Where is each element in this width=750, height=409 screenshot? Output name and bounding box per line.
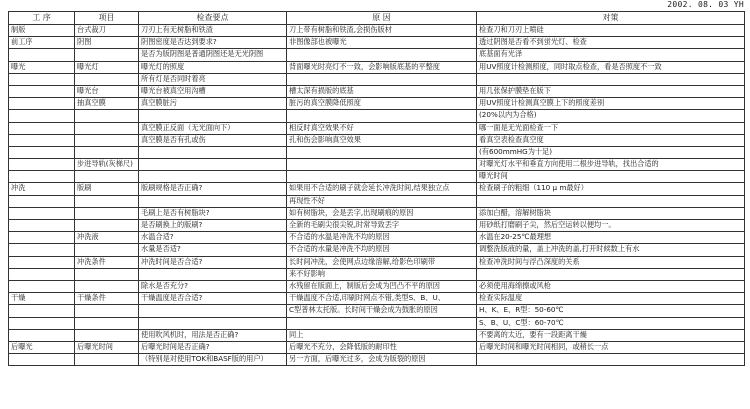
cell-check: 真空膜正反面（无光面向下） [139,122,287,134]
cell-measure: 用几张保护膜垫在版下 [477,85,745,97]
cell-check: 真空膜是否有孔或伤 [139,134,287,146]
table-row [9,73,745,85]
cell-cause: 干燥温度不合适,印刷时网点不错,类型S、B、U、 [287,293,477,305]
table-row [9,256,745,268]
table-row [9,305,745,317]
cell-measure: 看真空表检查真空度 [477,134,745,146]
cell-item: 阴图 [75,37,139,49]
cell-check [139,305,287,317]
cell-cause: 后曝光不充分，会降低版的耐印性 [287,341,477,353]
header-measure: 对策 [477,12,745,25]
cell-check: 除水是否充分? [139,280,287,292]
cell-check [139,195,287,207]
cell-process [9,110,75,122]
cell-check: 后曝光时间是否正确? [139,341,287,353]
cell-measure: 水温在20-25℃最理想 [477,232,745,244]
cell-process [9,244,75,256]
cell-cause: 孔和伤会影响真空效果 [287,134,477,146]
cell-process [9,122,75,134]
cell-item [75,110,139,122]
cell-cause: 同上 [287,329,477,341]
cell-check: 干燥温度是否合适? [139,293,287,305]
cell-item [75,207,139,219]
cell-item: 冲洗液 [75,232,139,244]
cell-process [9,146,75,158]
cell-process: 制版 [9,25,75,37]
cell-process [9,73,75,85]
cell-process [9,220,75,232]
cell-process: 曝光 [9,61,75,73]
table-row [9,244,745,256]
cell-measure: 对曝光灯水平和垂直方向使用二根步进导轨，找出合适的 [477,159,745,171]
header-item: 项目 [75,12,139,25]
cell-measure: 用砂纸打磨刷子尖，然后空运转以便均一。 [477,220,745,232]
cell-measure: 用UV照度计检测照度，同时取点检查，看是否照度不一致 [477,61,745,73]
cell-measure [477,73,745,85]
cell-item [75,354,139,366]
header-cause: 原 因 [287,12,477,25]
cell-cause: 全新的毛刷尖很尖锐,时常导致丢字 [287,220,477,232]
cell-measure: 后曝光时间和曝光时间相同，或稍长一点 [477,341,745,353]
cell-measure: 哪一面是无光面检查一下 [477,122,745,134]
cell-measure: (有600mmHG为十足) [477,146,745,158]
cell-cause: C型普林太托版。长时间干燥会成为鼓胀的原因 [287,305,477,317]
table-row [9,341,745,353]
cell-check: 使用吹风机时，用法是否正确? [139,329,287,341]
cell-measure: 检查刷子的粗细（110 μ m最好） [477,183,745,195]
cell-check [139,317,287,329]
cell-measure: 必须使用海绵擦或风枪 [477,280,745,292]
cell-measure: 不要离的太近，要有一段距离干燥 [477,329,745,341]
table-row [9,61,745,73]
cell-measure: 检查冲洗时间与浮凸深度的关系 [477,256,745,268]
cell-cause: 刀上带有树脂和铁渣,会损伤版材 [287,25,477,37]
table-row [9,122,745,134]
cell-item: 曝光台 [75,85,139,97]
cell-cause [287,110,477,122]
cell-item [75,171,139,183]
cell-cause [287,171,477,183]
cell-process [9,232,75,244]
cell-check: 毛刷上是否有树脂块? [139,207,287,219]
cell-measure: 添加白醋，溶解树脂块 [477,207,745,219]
cell-cause [287,73,477,85]
table-row [9,317,745,329]
cell-check: 真空膜脏污 [139,98,287,110]
cell-check: 是否刷换上的版刷? [139,220,287,232]
cell-measure [477,354,745,366]
table-row [9,49,745,61]
table-row [9,207,745,219]
cell-cause: 相反时真空效果不好 [287,122,477,134]
cell-check: 冲洗时间是否合适? [139,256,287,268]
header-process: 工 序 [9,12,75,25]
cell-measure: 底基面有光泽 [477,49,745,61]
cell-item [75,134,139,146]
cell-item: 步进导轨(灰梯尺) [75,159,139,171]
cell-cause [287,146,477,158]
cell-measure: 透过阴图是否看不到蛍光灯、检查 [477,37,745,49]
cell-measure: (20%以内为合格) [477,110,745,122]
table-row [9,183,745,195]
cell-cause: 如有树脂块，会是丢字,出现刷痕的原因 [287,207,477,219]
cell-check [139,159,287,171]
cell-process [9,305,75,317]
table-row [9,85,745,97]
table-row [9,98,745,110]
cell-process [9,268,75,280]
table-row [9,329,745,341]
cell-item: 抽真空膜 [75,98,139,110]
table-row [9,25,745,37]
cell-cause: 另一方面，后曝光过多，会成为版裂的原因 [287,354,477,366]
cell-process [9,171,75,183]
cell-item: 冲洗条件 [75,256,139,268]
cell-cause: 槽太深有损版的底基 [287,85,477,97]
cell-check [139,110,287,122]
table-row [9,195,745,207]
cell-process: 前工序 [9,37,75,49]
cell-process [9,317,75,329]
table-row [9,37,745,49]
cell-item: 干燥条件 [75,293,139,305]
table-row [9,134,745,146]
cell-item [75,122,139,134]
cell-process [9,207,75,219]
inspection-table [8,11,745,366]
cell-check [139,171,287,183]
cell-item [75,268,139,280]
cell-process [9,159,75,171]
cell-cause: 不合适的水温是冲洗不均的原因 [287,232,477,244]
cell-measure: 调整洗版液的量，盖上冲洗的盖,打开时候数上有水 [477,244,745,256]
cell-process [9,49,75,61]
cell-check: 水量是否适? [139,244,287,256]
cell-process [9,195,75,207]
cell-item [75,244,139,256]
cell-cause: 非图像部也被曝光 [287,37,477,49]
cell-check [139,268,287,280]
cell-check: 水温合适? [139,232,287,244]
cell-item: 台式裁刀 [75,25,139,37]
table-row [9,354,745,366]
cell-check: 刀刃上有无树脂和铁渣 [139,25,287,37]
table-row [9,146,745,158]
cell-item [75,305,139,317]
cell-measure: S、B、U、C型：60-70℃ [477,317,745,329]
cell-item [75,146,139,158]
cell-check: 所有灯是否同时着亮 [139,73,287,85]
table-row [9,293,745,305]
cell-cause: 如果用不合适的刷子就会延长冲洗时间,结果独立点 [287,183,477,195]
cell-check: （特别是对使用TOK和BASF版的用户） [139,354,287,366]
table-row [9,171,745,183]
cell-item [75,317,139,329]
cell-check: 曝光台被真空用沟槽 [139,85,287,97]
cell-measure: 检查刀和刀刃上喷硅 [477,25,745,37]
table-row [9,280,745,292]
cell-measure: 用UV照度计检测真空膜上下的照度差别 [477,98,745,110]
cell-item: 版刷 [75,183,139,195]
table-row [9,232,745,244]
cell-process [9,256,75,268]
cell-cause: 水残留在版面上，制版后会成为凹凸不平的原因 [287,280,477,292]
cell-cause: 背面曝光时亮灯不一致，会影响版底基的平整度 [287,61,477,73]
cell-cause: 不合适的水量是冲洗不均的原因 [287,244,477,256]
cell-process: 干燥 [9,293,75,305]
cell-item: 曝光灯 [75,61,139,73]
table-row [9,159,745,171]
cell-item: 后曝光时间 [75,341,139,353]
cell-check: 是否为版阴图是普通阴图还是无光阴图 [139,49,287,61]
cell-check: 曝光灯的照度 [139,61,287,73]
cell-cause: 脏污的真空膜降低照度 [287,98,477,110]
cell-process [9,280,75,292]
cell-process [9,98,75,110]
header-check-points: 检查要点 [139,12,287,25]
cell-item [75,49,139,61]
cell-item [75,220,139,232]
table-header-row [9,12,745,25]
cell-item [75,195,139,207]
table-row [9,110,745,122]
cell-cause [287,159,477,171]
cell-item [75,280,139,292]
cell-cause [287,49,477,61]
cell-process [9,329,75,341]
cell-measure: 检查实际温度 [477,293,745,305]
cell-measure [477,195,745,207]
cell-process [9,85,75,97]
table-row [9,220,745,232]
cell-process [9,354,75,366]
cell-cause: 长时间冲洗，会使网点边缘溶解,给影色印刷带 [287,256,477,268]
cell-process [9,134,75,146]
cell-cause [287,317,477,329]
cell-measure: 曝光时间 [477,171,745,183]
cell-item [75,73,139,85]
cell-cause: 来不好影响 [287,268,477,280]
document-date: 2002. 08. 03 YH [667,0,744,9]
cell-item [75,329,139,341]
cell-measure [477,268,745,280]
cell-check [139,146,287,158]
cell-process: 后曝光 [9,341,75,353]
cell-check: 阴图密度是否达到要求? [139,37,287,49]
cell-measure: H、K、E、R型：50-60℃ [477,305,745,317]
cell-check: 版刷规格是否正确? [139,183,287,195]
cell-process: 冲洗 [9,183,75,195]
cell-cause: 再现性不好 [287,195,477,207]
table-row [9,268,745,280]
